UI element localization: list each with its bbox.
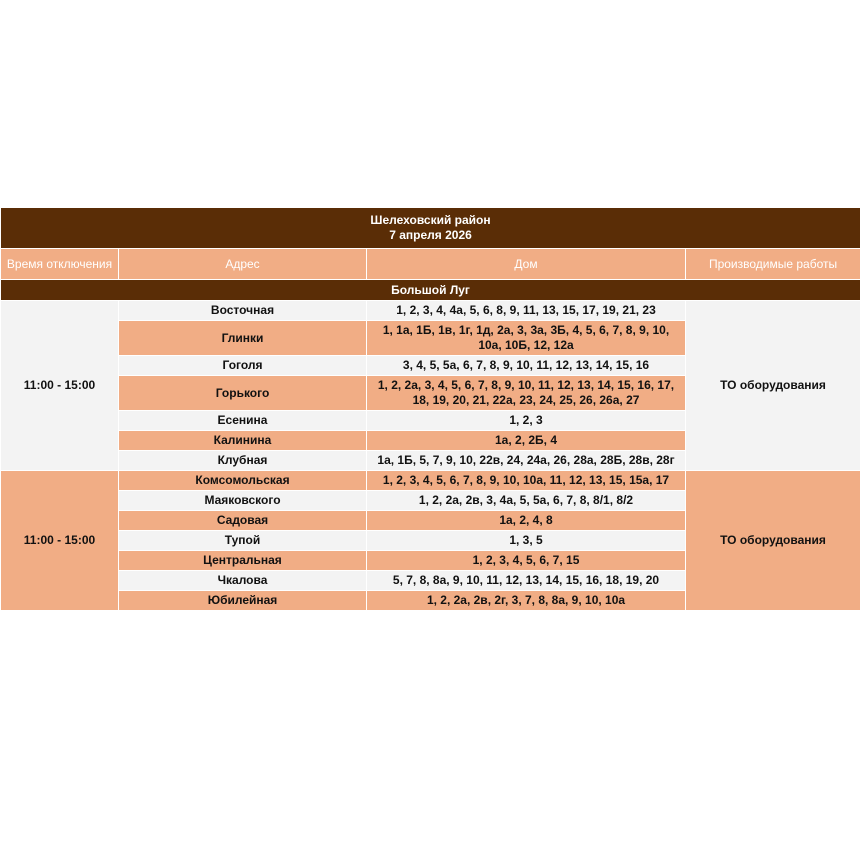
street-name: Садовая [119,511,367,531]
house-numbers: 1, 2, 2а, 2в, 3, 4а, 5, 5а, 6, 7, 8, 8/1, 8/2 [367,491,686,511]
table-row [1,471,860,491]
street-name: Комсомольская [119,471,367,491]
column-header-address: Адрес [119,249,367,280]
work-type: ТО оборудования [686,471,860,611]
table-row [1,301,860,321]
house-numbers: 1, 2, 2а, 2в, 2г, 3, 7, 8, 8а, 9, 10, 10а [367,591,686,611]
house-numbers: 1, 3, 5 [367,531,686,551]
house-numbers: 1, 2, 3, 4, 5, 6, 7, 8, 9, 10, 10а, 11, 12, 13, 15, 15а, 17 [367,471,686,491]
street-name: Есенина [119,411,367,431]
location-row [1,280,860,301]
column-header-house: Дом [367,249,686,280]
street-name: Центральная [119,551,367,571]
street-name: Калинина [119,431,367,451]
house-numbers: 3, 4, 5, 5а, 6, 7, 8, 9, 10, 11, 12, 13, 14, 15, 16 [367,356,686,376]
outage-table [0,207,860,611]
house-numbers: 1а, 2, 4, 8 [367,511,686,531]
street-name: Чкалова [119,571,367,591]
street-name: Глинки [119,321,367,356]
house-numbers: 5, 7, 8, 8а, 9, 10, 11, 12, 13, 14, 15, 16, 18, 19, 20 [367,571,686,591]
street-name: Восточная [119,301,367,321]
outage-time: 11:00 - 15:00 [1,471,119,611]
house-numbers: 1, 2, 3, 4, 4а, 5, 6, 8, 9, 11, 13, 15, 17, 19, 21, 23 [367,301,686,321]
table-title-row [1,208,860,249]
street-name: Юбилейная [119,591,367,611]
house-numbers: 1а, 1Б, 5, 7, 9, 10, 22в, 24, 24а, 26, 28а, 28Б, 28в, 28г [367,451,686,471]
house-numbers: 1, 2, 2а, 3, 4, 5, 6, 7, 8, 9, 10, 11, 12, 13, 14, 15, 16, 17, 18, 19, 20, 21, 22а, 23, 24, 25, 26, 26а, 27 [367,376,686,411]
column-header-row [1,249,860,280]
outage-schedule [0,207,860,611]
house-numbers: 1, 2, 3 [367,411,686,431]
house-numbers: 1, 1а, 1Б, 1в, 1г, 1д, 2а, 3, 3а, 3Б, 4, 5, 6, 7, 8, 9, 10, 10а, 10Б, 12, 12а [367,321,686,356]
street-name: Гоголя [119,356,367,376]
house-numbers: 1, 2, 3, 4, 5, 6, 7, 15 [367,551,686,571]
street-name: Маяковского [119,491,367,511]
work-type: ТО оборудования [686,301,860,471]
table-title [1,208,860,249]
column-header-work: Производимые работы [686,249,860,280]
street-name: Тупой [119,531,367,551]
outage-date: 7 апреля 2026 [389,228,472,242]
house-numbers: 1а, 2, 2Б, 4 [367,431,686,451]
column-header-time: Время отключения [1,249,119,280]
outage-time: 11:00 - 15:00 [1,301,119,471]
street-name: Горького [119,376,367,411]
location-name: Большой Луг [1,280,860,301]
street-name: Клубная [119,451,367,471]
district-name: Шелеховский район [370,213,491,227]
